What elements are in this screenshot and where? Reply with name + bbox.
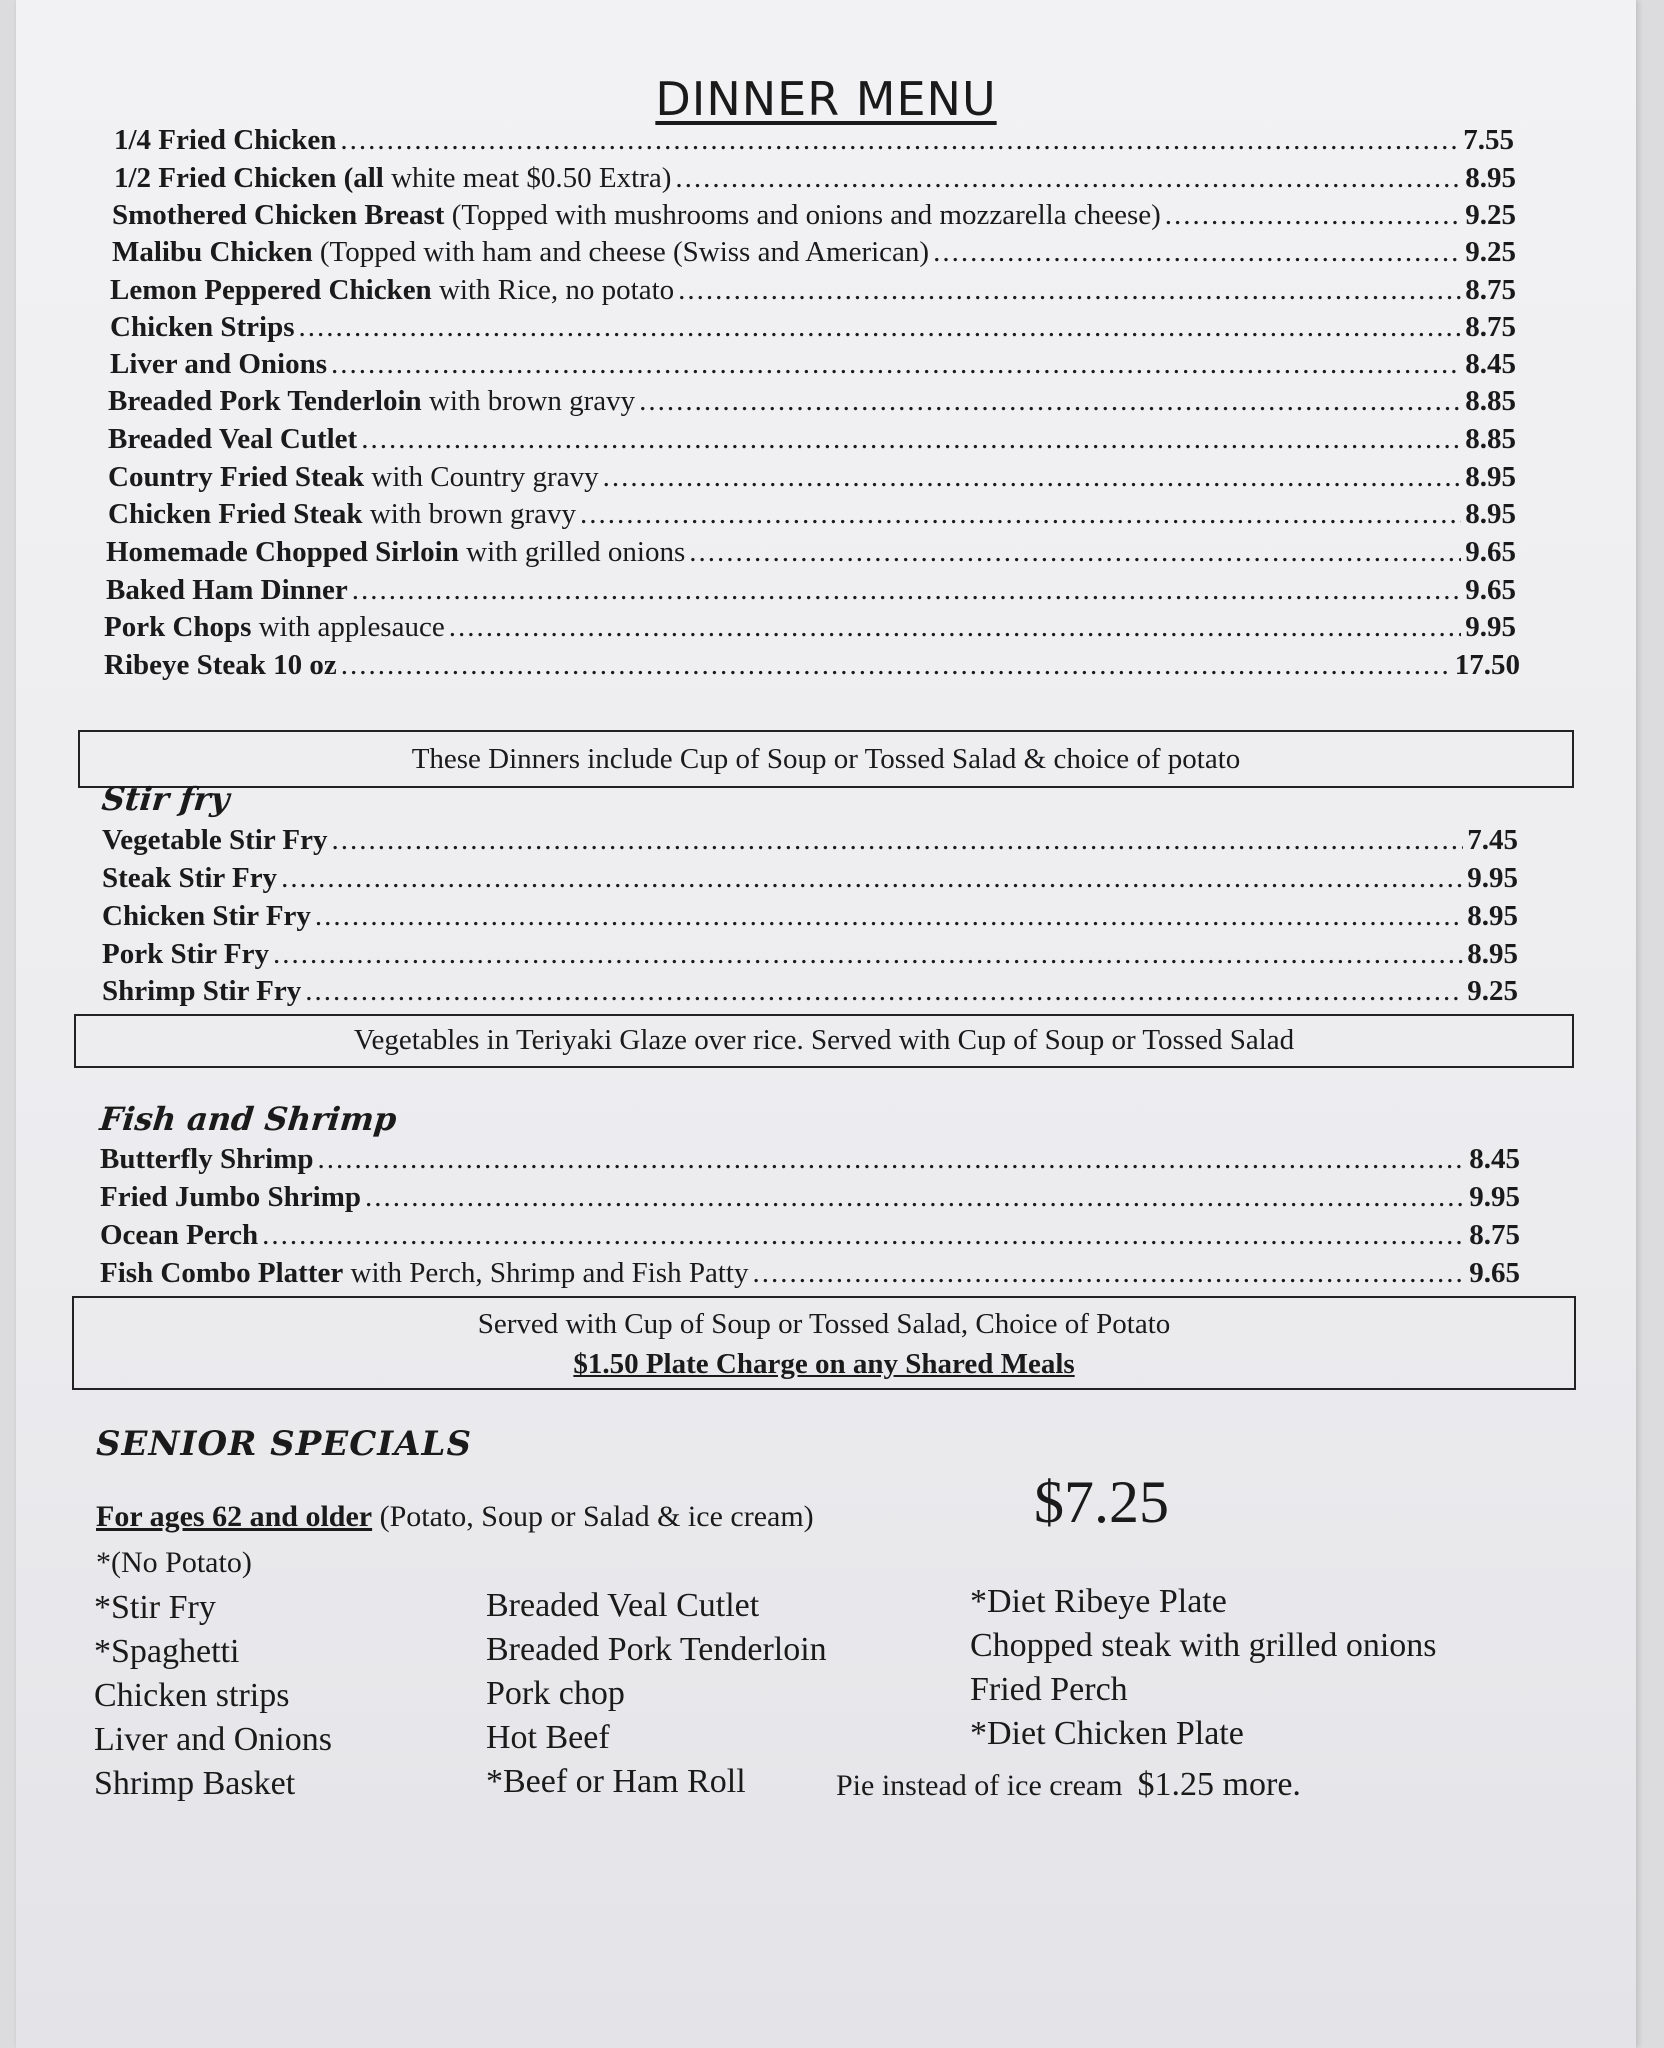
list-item: 1/2 Fried Chicken (all white meat $0.50 Extra) ..... 8.95 [114,162,1516,198]
fish-note-line2: $1.50 Plate Charge on any Shared Meals [573,1348,1075,1380]
list-item: Malibu Chicken (Topped with ham and cheese (Swiss and American) ..... 9.25 [112,236,1516,272]
list-item: Hot Beef [486,1719,610,1756]
list-item: Ocean Perch ..... 8.75 [100,1219,1520,1255]
pie-note [836,1766,1301,1804]
fish-note-line1: Served with Cup of Soup or Tossed Salad, Choice of Potato [477,1308,1171,1340]
pie-note-price: $1.25 more. [1137,1766,1301,1803]
list-item: Pork Chops with applesauce ..... 9.95 [104,611,1516,647]
list-item: Butterfly Shrimp ..... 8.45 [100,1143,1520,1179]
list-item: Breaded Veal Cutlet ..... 8.85 [108,423,1516,459]
page-title: DINNER MENU [655,72,997,126]
list-item: Pork chop [486,1675,625,1712]
list-item: Breaded Veal Cutlet [486,1587,760,1624]
list-item: Chicken Strips ..... 8.75 [110,311,1516,347]
list-item: Chicken strips [94,1677,290,1714]
senior-col-1 [94,1586,332,1806]
list-item: Fried Perch [970,1671,1128,1708]
stirfry-note-box [74,1014,1574,1068]
list-item: Fish Combo Platter with Perch, Shrimp and Fish Patty ..... 9.65 [100,1257,1520,1293]
senior-ages-label: For ages 62 and older [96,1500,373,1533]
list-item: Country Fried Steak with Country gravy ..... 8.95 [108,461,1516,497]
senior-ages-desc: (Potato, Soup or Salad & ice cream) [379,1500,814,1533]
list-item: Chopped steak with grilled onions [970,1627,1437,1664]
list-item: Liver and Onions [94,1721,332,1758]
fish-heading: Fish and Shrimp [98,1100,399,1138]
list-item: Smothered Chicken Breast (Topped with mushrooms and onions and mozzarella cheese) ..... 9.25 [112,199,1516,235]
list-item: *Stir Fry [94,1589,216,1626]
list-item: Shrimp Basket [94,1765,296,1802]
pie-note-text: Pie instead of ice cream [836,1769,1123,1802]
list-item: *Diet Chicken Plate [970,1715,1244,1752]
stirfry-note: Vegetables in Teriyaki Glaze over rice. Served with Cup of Soup or Tossed Salad [353,1024,1295,1056]
senior-col-3 [970,1580,1437,1756]
list-item: Vegetable Stir Fry ..... 7.45 [102,824,1518,860]
stirfry-heading: Stir fry [100,780,232,818]
list-item: Pork Stir Fry ..... 8.95 [102,938,1518,974]
list-item: Fried Jumbo Shrimp ..... 9.95 [100,1181,1520,1217]
list-item: *Diet Ribeye Plate [970,1583,1227,1620]
list-item: *Beef or Ham Roll [486,1763,746,1800]
senior-price: $7.25 [1034,1469,1169,1535]
list-item: Baked Ham Dinner ..... 9.65 [106,574,1516,610]
senior-heading: SENIOR SPECIALS [96,1424,473,1464]
list-item: Shrimp Stir Fry ..... 9.25 [102,975,1518,1011]
dinner-note: These Dinners include Cup of Soup or Tossed Salad & choice of potato [411,743,1241,775]
senior-ages [96,1500,814,1534]
list-item: Breaded Pork Tenderloin [486,1631,827,1668]
menu-page [16,0,1636,2048]
list-item: Liver and Onions ..... 8.45 [110,348,1516,384]
senior-col-2 [486,1584,827,1804]
list-item: Lemon Peppered Chicken with Rice, no potato ..... 8.75 [110,274,1516,310]
dinner-note-box [78,730,1574,788]
list-item: Chicken Stir Fry ..... 8.95 [102,900,1518,936]
list-item: Homemade Chopped Sirloin with grilled onions ..... 9.65 [106,536,1516,572]
list-item: *Spaghetti [94,1633,240,1670]
fish-note-box [72,1296,1576,1390]
list-item: Breaded Pork Tenderloin with brown gravy ..... 8.85 [108,385,1516,421]
list-item: Ribeye Steak 10 oz ..... 17.50 [104,649,1520,685]
list-item: Steak Stir Fry ..... 9.95 [102,862,1518,898]
list-item: Chicken Fried Steak with brown gravy ..... 8.95 [108,498,1516,534]
senior-no-potato: *(No Potato) [96,1546,252,1579]
list-item: 1/4 Fried Chicken ..... 7.55 [114,124,1514,160]
